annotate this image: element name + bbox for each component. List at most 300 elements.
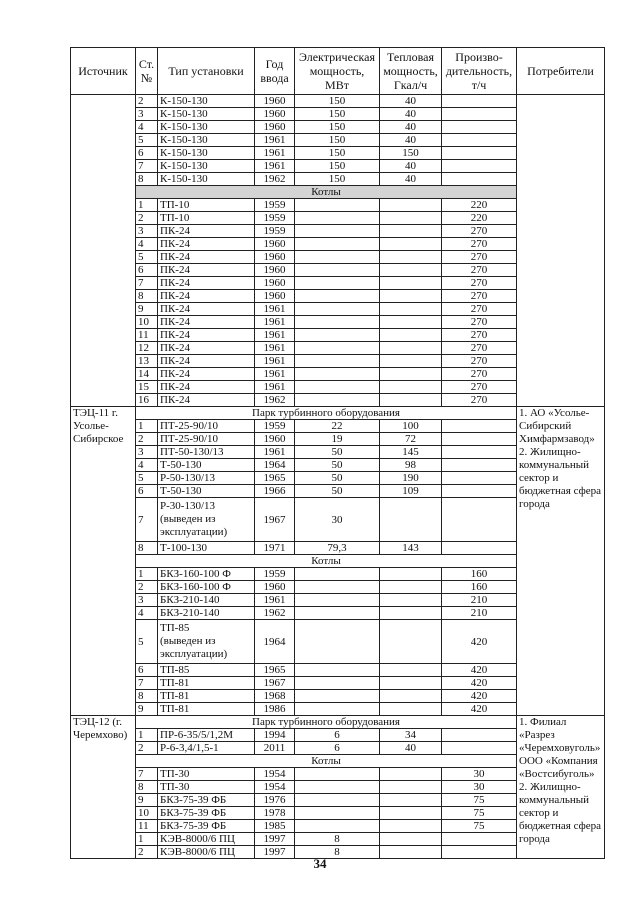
station-number: 5 <box>136 251 158 264</box>
capacity <box>442 147 517 160</box>
station-number: 4 <box>136 238 158 251</box>
station-number: 13 <box>136 355 158 368</box>
electric-power <box>295 225 380 238</box>
unit-type: БКЗ-160-100 Ф <box>158 581 255 594</box>
station-number: 2 <box>136 846 158 859</box>
unit-type: БКЗ-75-39 ФБ <box>158 807 255 820</box>
station-number: 7 <box>136 768 158 781</box>
capacity: 420 <box>442 620 517 664</box>
unit-type: К-150-130 <box>158 147 255 160</box>
year: 1960 <box>255 277 295 290</box>
thermal-power <box>380 768 442 781</box>
capacity <box>442 420 517 433</box>
capacity <box>442 472 517 485</box>
header-row <box>71 48 605 95</box>
station-number: 15 <box>136 381 158 394</box>
thermal-power: 190 <box>380 472 442 485</box>
thermal-power <box>380 212 442 225</box>
section-title-row <box>71 407 605 420</box>
thermal-power <box>380 807 442 820</box>
unit-type: К-150-130 <box>158 173 255 186</box>
capacity: 270 <box>442 251 517 264</box>
station-number: 2 <box>136 433 158 446</box>
thermal-power <box>380 381 442 394</box>
capacity: 220 <box>442 212 517 225</box>
thermal-power: 40 <box>380 108 442 121</box>
electric-power: 150 <box>295 173 380 186</box>
electric-power <box>295 794 380 807</box>
year: 1960 <box>255 433 295 446</box>
unit-type: ПК-24 <box>158 355 255 368</box>
unit-type: Т-50-130 <box>158 485 255 498</box>
electric-power <box>295 368 380 381</box>
thermal-power <box>380 703 442 716</box>
unit-type: К-150-130 <box>158 134 255 147</box>
station-number: 7 <box>136 498 158 542</box>
electric-power <box>295 781 380 794</box>
electric-power <box>295 568 380 581</box>
year: 1954 <box>255 768 295 781</box>
capacity: 75 <box>442 794 517 807</box>
unit-type: ТП-30 <box>158 781 255 794</box>
unit-type: ТП-30 <box>158 768 255 781</box>
unit-type: ПТ-25-90/10 <box>158 420 255 433</box>
capacity: 420 <box>442 664 517 677</box>
electric-power: 8 <box>295 846 380 859</box>
thermal-power <box>380 581 442 594</box>
header-station-no: Ст. № <box>136 48 158 95</box>
unit-type: ПК-24 <box>158 342 255 355</box>
unit-type: ПР-6-35/5/1,2М <box>158 729 255 742</box>
year: 1971 <box>255 542 295 555</box>
capacity: 270 <box>442 264 517 277</box>
year: 2011 <box>255 742 295 755</box>
thermal-power <box>380 607 442 620</box>
capacity: 270 <box>442 381 517 394</box>
capacity: 160 <box>442 568 517 581</box>
unit-type: Р-50-130/13 <box>158 472 255 485</box>
capacity: 30 <box>442 781 517 794</box>
unit-type: БКЗ-210-140 <box>158 594 255 607</box>
capacity: 420 <box>442 703 517 716</box>
year: 1961 <box>255 160 295 173</box>
year: 1967 <box>255 677 295 690</box>
station-number: 1 <box>136 729 158 742</box>
header-consumers: Потребители <box>517 48 605 95</box>
thermal-power: 150 <box>380 147 442 160</box>
group-title: Парк турбинного оборудования <box>136 407 517 420</box>
unit-type: ПК-24 <box>158 277 255 290</box>
thermal-power: 143 <box>380 542 442 555</box>
electric-power <box>295 199 380 212</box>
consumers-cell <box>517 95 605 407</box>
electric-power: 50 <box>295 446 380 459</box>
capacity: 270 <box>442 316 517 329</box>
header-capacity: Произво-дительность, т/ч <box>442 48 517 95</box>
electric-power <box>295 316 380 329</box>
header-year: Год ввода <box>255 48 295 95</box>
year: 1968 <box>255 690 295 703</box>
electric-power <box>295 820 380 833</box>
thermal-power <box>380 238 442 251</box>
unit-type: Т-100-130 <box>158 542 255 555</box>
capacity: 270 <box>442 394 517 407</box>
unit-type: ТП-81 <box>158 677 255 690</box>
station-number: 1 <box>136 199 158 212</box>
unit-type: ПК-24 <box>158 251 255 264</box>
station-number: 11 <box>136 820 158 833</box>
electric-power <box>295 807 380 820</box>
station-number: 4 <box>136 607 158 620</box>
year: 1994 <box>255 729 295 742</box>
electric-power <box>295 768 380 781</box>
thermal-power: 109 <box>380 485 442 498</box>
thermal-power <box>380 290 442 303</box>
thermal-power: 100 <box>380 420 442 433</box>
capacity: 270 <box>442 225 517 238</box>
year: 1985 <box>255 820 295 833</box>
capacity: 210 <box>442 607 517 620</box>
group-title: Парк турбинного оборудования <box>136 716 517 729</box>
year: 1960 <box>255 264 295 277</box>
station-number: 3 <box>136 594 158 607</box>
unit-type: ТП-81 <box>158 703 255 716</box>
year: 1960 <box>255 95 295 108</box>
unit-type: ТП-10 <box>158 212 255 225</box>
year: 1962 <box>255 607 295 620</box>
year: 1976 <box>255 794 295 807</box>
group-title: Котлы <box>136 555 517 568</box>
unit-type: ТП-10 <box>158 199 255 212</box>
thermal-power <box>380 664 442 677</box>
consumers-cell: 1. Филиал «Разрез «Черемховуголь» ООО «Компания «Востсибуголь» 2. Жилищно-коммунальный сектор и бюджетная сфера города <box>517 716 605 859</box>
consumers-cell: 1. АО «Усолье-Сибирский Химфармзавод» 2. Жилищно-коммунальный сектор и бюджетная сфера города <box>517 407 605 716</box>
capacity <box>442 459 517 472</box>
unit-type: ПТ-25-90/10 <box>158 433 255 446</box>
electric-power <box>295 703 380 716</box>
thermal-power <box>380 594 442 607</box>
electric-power <box>295 355 380 368</box>
table-row <box>71 95 605 108</box>
station-number: 2 <box>136 95 158 108</box>
unit-type: КЭВ-8000/6 ПЦ <box>158 833 255 846</box>
source-cell: ТЭЦ-12 (г. Черемхово) <box>71 716 136 859</box>
year: 1960 <box>255 251 295 264</box>
capacity <box>442 498 517 542</box>
station-number: 3 <box>136 225 158 238</box>
unit-type: БКЗ-210-140 <box>158 607 255 620</box>
unit-type: ПК-24 <box>158 264 255 277</box>
capacity: 75 <box>442 807 517 820</box>
electric-power <box>295 594 380 607</box>
station-number: 9 <box>136 794 158 807</box>
capacity: 210 <box>442 594 517 607</box>
capacity <box>442 485 517 498</box>
thermal-power <box>380 677 442 690</box>
thermal-power <box>380 277 442 290</box>
year: 1962 <box>255 173 295 186</box>
electric-power <box>295 303 380 316</box>
header-source: Источник <box>71 48 136 95</box>
year: 1962 <box>255 394 295 407</box>
header-unit-type: Тип установки <box>158 48 255 95</box>
year: 1964 <box>255 620 295 664</box>
station-number: 2 <box>136 742 158 755</box>
station-number: 8 <box>136 781 158 794</box>
thermal-power <box>380 368 442 381</box>
station-number: 3 <box>136 446 158 459</box>
unit-type: ПК-24 <box>158 394 255 407</box>
year: 1960 <box>255 108 295 121</box>
electric-power <box>295 677 380 690</box>
thermal-power: 98 <box>380 459 442 472</box>
station-number: 5 <box>136 134 158 147</box>
thermal-power: 40 <box>380 173 442 186</box>
capacity <box>442 833 517 846</box>
capacity: 270 <box>442 368 517 381</box>
power-equipment-table <box>70 47 605 859</box>
electric-power <box>295 264 380 277</box>
thermal-power <box>380 251 442 264</box>
thermal-power: 34 <box>380 729 442 742</box>
electric-power <box>295 329 380 342</box>
unit-type: ПК-24 <box>158 329 255 342</box>
electric-power: 6 <box>295 742 380 755</box>
year: 1978 <box>255 807 295 820</box>
unit-type: К-150-130 <box>158 121 255 134</box>
year: 1960 <box>255 121 295 134</box>
station-number: 7 <box>136 677 158 690</box>
unit-type: КЭВ-8000/6 ПЦ <box>158 846 255 859</box>
station-number: 8 <box>136 542 158 555</box>
unit-type: ПК-24 <box>158 368 255 381</box>
thermal-power: 40 <box>380 95 442 108</box>
station-number: 6 <box>136 664 158 677</box>
year: 1961 <box>255 134 295 147</box>
electric-power: 6 <box>295 729 380 742</box>
electric-power <box>295 342 380 355</box>
thermal-power <box>380 498 442 542</box>
thermal-power <box>380 329 442 342</box>
capacity: 270 <box>442 355 517 368</box>
unit-type: ТП-81 <box>158 690 255 703</box>
unit-type: ТП-85 <box>158 664 255 677</box>
thermal-power: 145 <box>380 446 442 459</box>
year: 1959 <box>255 225 295 238</box>
station-number: 8 <box>136 173 158 186</box>
station-number: 3 <box>136 108 158 121</box>
electric-power: 50 <box>295 485 380 498</box>
electric-power: 50 <box>295 459 380 472</box>
year: 1961 <box>255 342 295 355</box>
station-number: 1 <box>136 420 158 433</box>
year: 1986 <box>255 703 295 716</box>
station-number: 10 <box>136 316 158 329</box>
electric-power: 50 <box>295 472 380 485</box>
electric-power <box>295 394 380 407</box>
source-cell: ТЭЦ-11 г. Усолье-Сибирское <box>71 407 136 716</box>
unit-type: ПК-24 <box>158 290 255 303</box>
source-cell <box>71 95 136 407</box>
capacity: 160 <box>442 581 517 594</box>
year: 1966 <box>255 485 295 498</box>
thermal-power <box>380 264 442 277</box>
thermal-power <box>380 225 442 238</box>
thermal-power <box>380 794 442 807</box>
unit-type: ПТ-50-130/13 <box>158 446 255 459</box>
thermal-power <box>380 316 442 329</box>
unit-type: К-150-130 <box>158 95 255 108</box>
unit-type: ПК-24 <box>158 316 255 329</box>
unit-type: ПК-24 <box>158 303 255 316</box>
thermal-power <box>380 199 442 212</box>
electric-power: 150 <box>295 147 380 160</box>
thermal-power <box>380 568 442 581</box>
year: 1964 <box>255 459 295 472</box>
section-title-row <box>71 716 605 729</box>
station-number: 1 <box>136 833 158 846</box>
thermal-power <box>380 833 442 846</box>
capacity <box>442 121 517 134</box>
group-title: Котлы <box>136 755 517 768</box>
station-number: 5 <box>136 472 158 485</box>
station-number: 14 <box>136 368 158 381</box>
thermal-power <box>380 342 442 355</box>
station-number: 16 <box>136 394 158 407</box>
electric-power <box>295 607 380 620</box>
electric-power: 150 <box>295 108 380 121</box>
electric-power <box>295 581 380 594</box>
station-number: 9 <box>136 303 158 316</box>
year: 1997 <box>255 846 295 859</box>
unit-type: БКЗ-75-39 ФБ <box>158 794 255 807</box>
page-number: 34 <box>313 856 327 871</box>
thermal-power: 40 <box>380 742 442 755</box>
year: 1961 <box>255 355 295 368</box>
station-number: 10 <box>136 807 158 820</box>
electric-power: 30 <box>295 498 380 542</box>
station-number: 9 <box>136 703 158 716</box>
capacity <box>442 446 517 459</box>
header-thermal-power: Тепловая мощность, Гкал/ч <box>380 48 442 95</box>
capacity: 270 <box>442 342 517 355</box>
year: 1965 <box>255 472 295 485</box>
capacity <box>442 433 517 446</box>
capacity <box>442 729 517 742</box>
station-number: 6 <box>136 147 158 160</box>
electric-power <box>295 238 380 251</box>
year: 1960 <box>255 581 295 594</box>
station-number: 12 <box>136 342 158 355</box>
electric-power <box>295 664 380 677</box>
electric-power: 8 <box>295 833 380 846</box>
station-number: 6 <box>136 264 158 277</box>
thermal-power: 40 <box>380 134 442 147</box>
year: 1961 <box>255 594 295 607</box>
thermal-power <box>380 781 442 794</box>
capacity: 30 <box>442 768 517 781</box>
unit-type: БКЗ-75-39 ФБ <box>158 820 255 833</box>
year: 1961 <box>255 303 295 316</box>
unit-type: ПК-24 <box>158 381 255 394</box>
capacity <box>442 173 517 186</box>
year: 1961 <box>255 316 295 329</box>
thermal-power <box>380 355 442 368</box>
electric-power: 22 <box>295 420 380 433</box>
station-number: 4 <box>136 459 158 472</box>
year: 1959 <box>255 568 295 581</box>
year: 1965 <box>255 664 295 677</box>
electric-power <box>295 690 380 703</box>
thermal-power <box>380 820 442 833</box>
station-number: 5 <box>136 620 158 664</box>
unit-type: К-150-130 <box>158 160 255 173</box>
capacity: 75 <box>442 820 517 833</box>
capacity <box>442 134 517 147</box>
year: 1954 <box>255 781 295 794</box>
thermal-power: 72 <box>380 433 442 446</box>
station-number: 8 <box>136 690 158 703</box>
capacity <box>442 160 517 173</box>
electric-power <box>295 290 380 303</box>
thermal-power <box>380 303 442 316</box>
year: 1961 <box>255 147 295 160</box>
year: 1961 <box>255 381 295 394</box>
unit-type: К-150-130 <box>158 108 255 121</box>
year: 1959 <box>255 420 295 433</box>
capacity <box>442 742 517 755</box>
electric-power: 150 <box>295 95 380 108</box>
capacity: 420 <box>442 690 517 703</box>
capacity <box>442 108 517 121</box>
station-number: 2 <box>136 581 158 594</box>
capacity <box>442 542 517 555</box>
capacity: 270 <box>442 277 517 290</box>
station-number: 1 <box>136 568 158 581</box>
station-number: 7 <box>136 160 158 173</box>
unit-type: Р-6-3,4/1,5-1 <box>158 742 255 755</box>
unit-type: БКЗ-160-100 Ф <box>158 568 255 581</box>
electric-power <box>295 251 380 264</box>
year: 1961 <box>255 368 295 381</box>
year: 1959 <box>255 199 295 212</box>
station-number: 7 <box>136 277 158 290</box>
thermal-power <box>380 690 442 703</box>
capacity: 420 <box>442 677 517 690</box>
electric-power: 150 <box>295 134 380 147</box>
capacity: 220 <box>442 199 517 212</box>
thermal-power <box>380 394 442 407</box>
unit-type: Р-30-130/13 (выведен из эксплуатации) <box>158 498 255 542</box>
electric-power <box>295 277 380 290</box>
group-title: Котлы <box>136 186 517 199</box>
station-number: 2 <box>136 212 158 225</box>
year: 1960 <box>255 238 295 251</box>
capacity: 270 <box>442 238 517 251</box>
unit-type: ПК-24 <box>158 225 255 238</box>
year: 1961 <box>255 446 295 459</box>
electric-power <box>295 620 380 664</box>
thermal-power: 40 <box>380 121 442 134</box>
station-number: 8 <box>136 290 158 303</box>
electric-power: 79,3 <box>295 542 380 555</box>
unit-type: ТП-85 (выведен из эксплуатации) <box>158 620 255 664</box>
thermal-power <box>380 620 442 664</box>
year: 1967 <box>255 498 295 542</box>
year: 1997 <box>255 833 295 846</box>
year: 1961 <box>255 329 295 342</box>
electric-power: 19 <box>295 433 380 446</box>
